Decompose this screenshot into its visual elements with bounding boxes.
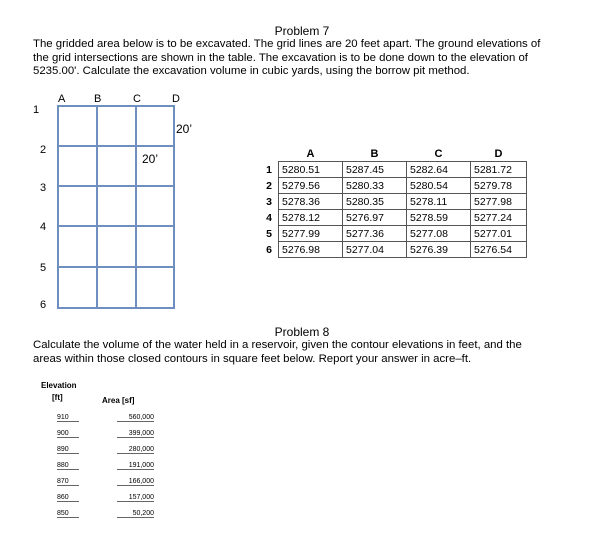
table-row [57, 502, 154, 518]
elevation-cell: 5277.99 [279, 226, 343, 242]
grid-line-vertical [135, 105, 137, 309]
grid-col-label: D [172, 93, 180, 105]
elevation-cell: 5276.39 [407, 242, 471, 258]
area-table-area: 166,000 [117, 470, 154, 486]
elevation-row-label: 3 [266, 195, 272, 208]
area-table-elevation: 850 [57, 502, 79, 518]
table-row [57, 422, 154, 438]
table-row [260, 226, 527, 242]
table-row [260, 210, 527, 226]
elevation-unit: [ft] [52, 393, 63, 402]
elevation-row-label: 2 [266, 179, 272, 192]
grid-line-horizontal [57, 225, 175, 227]
grid-row-label: 4 [40, 221, 47, 233]
problem7-text-line: the grid intersections are shown in the table. The excavation is to be done down to the elevation of [33, 51, 528, 64]
area-table-area: 280,000 [117, 438, 154, 454]
problem8-text-line: areas within those closed contours in square feet below. Report your answer in acre–ft. [33, 352, 472, 365]
elevation-cell: 5281.72 [471, 162, 527, 178]
grid-col-label: C [133, 93, 141, 105]
problem8-title: Problem 8 [274, 325, 330, 339]
elevation-cell: 5280.35 [343, 194, 407, 210]
elevation-cell: 5277.98 [471, 194, 527, 210]
area-table-area: 50,200 [117, 502, 154, 518]
elevation-cell: 5276.54 [471, 242, 527, 258]
elevation-cell: 5280.51 [279, 162, 343, 178]
grid-line-vertical [96, 105, 98, 309]
area-table-elevation: 880 [57, 454, 79, 470]
elevation-cell: 5278.12 [279, 210, 343, 226]
area-table-area: 560,000 [117, 406, 154, 422]
elevation-cell: 5276.97 [343, 210, 407, 226]
elevation-col-header: B [370, 148, 379, 160]
area-table-area: 157,000 [117, 486, 154, 502]
elevation-table-header-row [260, 147, 527, 162]
elevation-cell: 5278.59 [407, 210, 471, 226]
elevation-cell: 5277.01 [471, 226, 527, 242]
grid-col-label: A [58, 93, 66, 105]
table-row [57, 438, 154, 454]
problem8-text-line: Calculate the volume of the water held in a reservoir, given the contour elevations in feet, and the [33, 339, 522, 351]
grid-line-horizontal [57, 145, 175, 147]
grid-row-label: 5 [40, 262, 47, 274]
table-row [57, 406, 154, 422]
elevation-row-label: 1 [266, 163, 272, 176]
elevation-col-header: A [306, 148, 315, 160]
table-row [260, 162, 527, 178]
area-table [57, 406, 154, 518]
table-row [57, 454, 154, 470]
grid-line-horizontal [57, 307, 175, 309]
problem7-text-line: 5235.00'. Calculate the excavation volume in cubic yards, using the borrow pit method. [33, 65, 470, 77]
grid-spacing-label: 20’ [176, 122, 193, 136]
area-header: Area [sf] [102, 396, 135, 405]
elevation-cell: 5276.98 [279, 242, 343, 258]
elevation-cell: 5287.45 [343, 162, 407, 178]
grid-line-horizontal [57, 266, 175, 268]
elevation-cell: 5280.33 [343, 178, 407, 194]
elevation-cell: 5277.24 [471, 210, 527, 226]
grid-line-vertical [173, 105, 175, 309]
elevation-cell: 5279.56 [279, 178, 343, 194]
grid-row-label: 2 [40, 144, 47, 156]
elevation-cell: 5279.78 [471, 178, 527, 194]
area-table-elevation: 910 [57, 406, 79, 422]
table-row [260, 178, 527, 194]
elevation-col-header: D [494, 148, 503, 160]
problem8-text [33, 339, 593, 366]
area-table-area: 191,000 [117, 454, 154, 470]
grid-line-vertical [57, 105, 59, 309]
elevation-cell: 5278.36 [279, 194, 343, 210]
elevation-row-label: 4 [266, 211, 272, 224]
elevation-cell: 5282.64 [407, 162, 471, 178]
elevation-cell: 5277.36 [343, 226, 407, 242]
area-table-elevation: 900 [57, 422, 79, 438]
grid-line-horizontal [57, 105, 175, 107]
area-table-elevation: 870 [57, 470, 79, 486]
area-table-elevation: 890 [57, 438, 79, 454]
elevation-row-label: 6 [266, 243, 272, 256]
table-row [260, 194, 527, 210]
table-row [57, 470, 154, 486]
problem7-text-line: The gridded area below is to be excavated. The grid lines are 20 feet apart. The ground elevations of [33, 38, 541, 50]
grid-col-label: B [94, 93, 102, 105]
elevation-cell: 5278.11 [407, 194, 471, 210]
area-table-area: 399,000 [117, 422, 154, 438]
table-row [260, 242, 527, 258]
elevation-cell: 5277.08 [407, 226, 471, 242]
elevation-cell: 5277.04 [343, 242, 407, 258]
grid-row-label: 3 [40, 182, 47, 194]
area-table-elevation: 860 [57, 486, 79, 502]
grid-line-horizontal [57, 185, 175, 187]
elevation-row-label: 5 [266, 227, 272, 240]
grid-row-label: 1 [33, 104, 40, 116]
elevation-col-header: C [434, 148, 443, 160]
table-row [57, 486, 154, 502]
elevation-header: Elevation [41, 381, 77, 390]
problem7-title: Problem 7 [274, 24, 330, 38]
elevation-cell: 5280.54 [407, 178, 471, 194]
grid-spacing-label: 20’ [142, 152, 159, 166]
grid-row-label: 6 [40, 299, 47, 311]
elevation-table [260, 147, 527, 258]
